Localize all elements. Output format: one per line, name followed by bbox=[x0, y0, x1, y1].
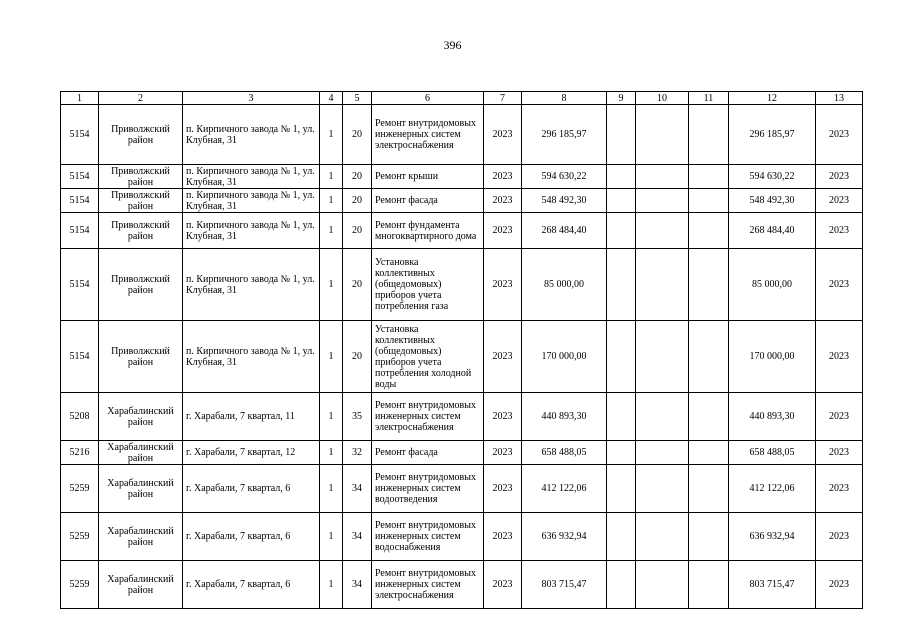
table-row bbox=[61, 105, 863, 165]
column-10-cell bbox=[636, 441, 689, 465]
work-type-cell: Ремонт внутридомовых инженерных систем водоснабжения bbox=[372, 513, 484, 561]
column-5-cell: 20 bbox=[343, 321, 372, 393]
column-10-cell bbox=[636, 165, 689, 189]
column-number-row bbox=[61, 92, 863, 105]
column-header: 13 bbox=[816, 92, 863, 105]
page-number: 396 bbox=[443, 38, 462, 52]
table-row bbox=[61, 213, 863, 249]
column-11-cell bbox=[689, 321, 729, 393]
district-cell: Приволжский район bbox=[99, 213, 183, 249]
column-9-cell bbox=[607, 441, 636, 465]
cost-cell: 296 185,97 bbox=[522, 105, 607, 165]
column-13-cell: 2023 bbox=[816, 441, 863, 465]
total-cell: 548 492,30 bbox=[729, 189, 816, 213]
row-id-cell: 5208 bbox=[61, 393, 99, 441]
column-10-cell bbox=[636, 465, 689, 513]
cost-cell: 636 932,94 bbox=[522, 513, 607, 561]
column-header: 7 bbox=[484, 92, 522, 105]
row-id-cell: 5259 bbox=[61, 465, 99, 513]
column-11-cell bbox=[689, 249, 729, 321]
district-cell: Приволжский район bbox=[99, 321, 183, 393]
address-cell: г. Харабали, 7 квартал, 11 bbox=[183, 393, 320, 441]
column-5-cell: 34 bbox=[343, 561, 372, 609]
column-5-cell: 20 bbox=[343, 189, 372, 213]
column-13-cell: 2023 bbox=[816, 105, 863, 165]
column-5-cell: 32 bbox=[343, 441, 372, 465]
work-type-cell: Ремонт внутридомовых инженерных систем электроснабжения bbox=[372, 105, 484, 165]
table-row bbox=[61, 165, 863, 189]
year-cell: 2023 bbox=[484, 189, 522, 213]
column-header: 12 bbox=[729, 92, 816, 105]
row-id-cell: 5154 bbox=[61, 249, 99, 321]
cost-cell: 440 893,30 bbox=[522, 393, 607, 441]
column-4-cell: 1 bbox=[320, 393, 343, 441]
total-cell: 658 488,05 bbox=[729, 441, 816, 465]
column-header: 10 bbox=[636, 92, 689, 105]
cost-cell: 268 484,40 bbox=[522, 213, 607, 249]
column-5-cell: 34 bbox=[343, 513, 372, 561]
column-5-cell: 35 bbox=[343, 393, 372, 441]
address-cell: г. Харабали, 7 квартал, 12 bbox=[183, 441, 320, 465]
year-cell: 2023 bbox=[484, 249, 522, 321]
year-cell: 2023 bbox=[484, 321, 522, 393]
year-cell: 2023 bbox=[484, 105, 522, 165]
table-row bbox=[61, 513, 863, 561]
column-4-cell: 1 bbox=[320, 561, 343, 609]
year-cell: 2023 bbox=[484, 465, 522, 513]
district-cell: Харабалинский район bbox=[99, 441, 183, 465]
address-cell: п. Кирпичного завода № 1, ул. Клубная, 31 bbox=[183, 189, 320, 213]
column-11-cell bbox=[689, 561, 729, 609]
district-cell: Харабалинский район bbox=[99, 513, 183, 561]
cost-cell: 85 000,00 bbox=[522, 249, 607, 321]
column-4-cell: 1 bbox=[320, 513, 343, 561]
total-cell: 412 122,06 bbox=[729, 465, 816, 513]
column-header: 4 bbox=[320, 92, 343, 105]
work-type-cell: Ремонт внутридомовых инженерных систем электроснабжения bbox=[372, 561, 484, 609]
column-header: 3 bbox=[183, 92, 320, 105]
column-13-cell: 2023 bbox=[816, 393, 863, 441]
row-id-cell: 5259 bbox=[61, 561, 99, 609]
table-row bbox=[61, 321, 863, 393]
column-10-cell bbox=[636, 189, 689, 213]
column-9-cell bbox=[607, 189, 636, 213]
column-4-cell: 1 bbox=[320, 321, 343, 393]
cost-cell: 170 000,00 bbox=[522, 321, 607, 393]
table-row bbox=[61, 561, 863, 609]
work-type-cell: Установка коллективных (общедомовых) приборов учета потребления холодной воды bbox=[372, 321, 484, 393]
column-13-cell: 2023 bbox=[816, 249, 863, 321]
address-cell: г. Харабали, 7 квартал, 6 bbox=[183, 513, 320, 561]
column-9-cell bbox=[607, 561, 636, 609]
column-4-cell: 1 bbox=[320, 441, 343, 465]
column-5-cell: 20 bbox=[343, 249, 372, 321]
cost-cell: 548 492,30 bbox=[522, 189, 607, 213]
address-cell: п. Кирпичного завода № 1, ул. Клубная, 31 bbox=[183, 165, 320, 189]
cost-cell: 803 715,47 bbox=[522, 561, 607, 609]
column-13-cell: 2023 bbox=[816, 165, 863, 189]
total-cell: 170 000,00 bbox=[729, 321, 816, 393]
year-cell: 2023 bbox=[484, 441, 522, 465]
work-type-cell: Ремонт внутридомовых инженерных систем электроснабжения bbox=[372, 393, 484, 441]
column-5-cell: 34 bbox=[343, 465, 372, 513]
address-cell: п. Кирпичного завода № 1, ул. Клубная, 31 bbox=[183, 105, 320, 165]
column-11-cell bbox=[689, 165, 729, 189]
column-13-cell: 2023 bbox=[816, 561, 863, 609]
column-5-cell: 20 bbox=[343, 213, 372, 249]
total-cell: 296 185,97 bbox=[729, 105, 816, 165]
column-5-cell: 20 bbox=[343, 165, 372, 189]
column-4-cell: 1 bbox=[320, 165, 343, 189]
row-id-cell: 5154 bbox=[61, 189, 99, 213]
work-type-cell: Ремонт фасада bbox=[372, 441, 484, 465]
address-cell: г. Харабали, 7 квартал, 6 bbox=[183, 465, 320, 513]
row-id-cell: 5216 bbox=[61, 441, 99, 465]
address-cell: г. Харабали, 7 квартал, 6 bbox=[183, 561, 320, 609]
column-header: 8 bbox=[522, 92, 607, 105]
column-9-cell bbox=[607, 249, 636, 321]
column-9-cell bbox=[607, 513, 636, 561]
column-5-cell: 20 bbox=[343, 105, 372, 165]
table-body bbox=[61, 105, 863, 609]
cost-cell: 594 630,22 bbox=[522, 165, 607, 189]
column-13-cell: 2023 bbox=[816, 321, 863, 393]
table-row bbox=[61, 465, 863, 513]
column-9-cell bbox=[607, 165, 636, 189]
table-row bbox=[61, 393, 863, 441]
column-header: 2 bbox=[99, 92, 183, 105]
district-cell: Приволжский район bbox=[99, 249, 183, 321]
year-cell: 2023 bbox=[484, 213, 522, 249]
column-10-cell bbox=[636, 105, 689, 165]
district-cell: Приволжский район bbox=[99, 105, 183, 165]
total-cell: 268 484,40 bbox=[729, 213, 816, 249]
column-header: 6 bbox=[372, 92, 484, 105]
column-9-cell bbox=[607, 393, 636, 441]
column-9-cell bbox=[607, 465, 636, 513]
column-9-cell bbox=[607, 105, 636, 165]
table-row bbox=[61, 441, 863, 465]
column-9-cell bbox=[607, 321, 636, 393]
table-row bbox=[61, 189, 863, 213]
column-header: 5 bbox=[343, 92, 372, 105]
year-cell: 2023 bbox=[484, 393, 522, 441]
column-13-cell: 2023 bbox=[816, 513, 863, 561]
column-header: 1 bbox=[61, 92, 99, 105]
column-10-cell bbox=[636, 321, 689, 393]
work-type-cell: Ремонт фасада bbox=[372, 189, 484, 213]
column-10-cell bbox=[636, 213, 689, 249]
row-id-cell: 5259 bbox=[61, 513, 99, 561]
year-cell: 2023 bbox=[484, 561, 522, 609]
district-cell: Приволжский район bbox=[99, 165, 183, 189]
district-cell: Харабалинский район bbox=[99, 561, 183, 609]
district-cell: Приволжский район bbox=[99, 189, 183, 213]
address-cell: п. Кирпичного завода № 1, ул. Клубная, 31 bbox=[183, 249, 320, 321]
column-11-cell bbox=[689, 105, 729, 165]
capital-repair-table bbox=[60, 91, 863, 609]
total-cell: 85 000,00 bbox=[729, 249, 816, 321]
row-id-cell: 5154 bbox=[61, 105, 99, 165]
column-4-cell: 1 bbox=[320, 213, 343, 249]
total-cell: 636 932,94 bbox=[729, 513, 816, 561]
year-cell: 2023 bbox=[484, 513, 522, 561]
year-cell: 2023 bbox=[484, 165, 522, 189]
work-type-cell: Ремонт крыши bbox=[372, 165, 484, 189]
column-header: 9 bbox=[607, 92, 636, 105]
table-row bbox=[61, 249, 863, 321]
cost-cell: 658 488,05 bbox=[522, 441, 607, 465]
column-11-cell bbox=[689, 465, 729, 513]
column-4-cell: 1 bbox=[320, 465, 343, 513]
total-cell: 440 893,30 bbox=[729, 393, 816, 441]
column-13-cell: 2023 bbox=[816, 213, 863, 249]
column-10-cell bbox=[636, 513, 689, 561]
column-13-cell: 2023 bbox=[816, 465, 863, 513]
work-type-cell: Ремонт фундамента многоквартирного дома bbox=[372, 213, 484, 249]
work-type-cell: Установка коллективных (общедомовых) приборов учета потребления газа bbox=[372, 249, 484, 321]
column-13-cell: 2023 bbox=[816, 189, 863, 213]
column-9-cell bbox=[607, 213, 636, 249]
column-11-cell bbox=[689, 189, 729, 213]
column-4-cell: 1 bbox=[320, 249, 343, 321]
row-id-cell: 5154 bbox=[61, 321, 99, 393]
column-10-cell bbox=[636, 393, 689, 441]
column-11-cell bbox=[689, 513, 729, 561]
total-cell: 594 630,22 bbox=[729, 165, 816, 189]
column-11-cell bbox=[689, 393, 729, 441]
column-11-cell bbox=[689, 213, 729, 249]
column-4-cell: 1 bbox=[320, 189, 343, 213]
column-header: 11 bbox=[689, 92, 729, 105]
district-cell: Харабалинский район bbox=[99, 465, 183, 513]
column-11-cell bbox=[689, 441, 729, 465]
cost-cell: 412 122,06 bbox=[522, 465, 607, 513]
address-cell: п. Кирпичного завода № 1, ул. Клубная, 31 bbox=[183, 213, 320, 249]
column-10-cell bbox=[636, 249, 689, 321]
district-cell: Харабалинский район bbox=[99, 393, 183, 441]
row-id-cell: 5154 bbox=[61, 165, 99, 189]
address-cell: п. Кирпичного завода № 1, ул. Клубная, 31 bbox=[183, 321, 320, 393]
column-10-cell bbox=[636, 561, 689, 609]
column-4-cell: 1 bbox=[320, 105, 343, 165]
work-type-cell: Ремонт внутридомовых инженерных систем водоотведения bbox=[372, 465, 484, 513]
row-id-cell: 5154 bbox=[61, 213, 99, 249]
total-cell: 803 715,47 bbox=[729, 561, 816, 609]
